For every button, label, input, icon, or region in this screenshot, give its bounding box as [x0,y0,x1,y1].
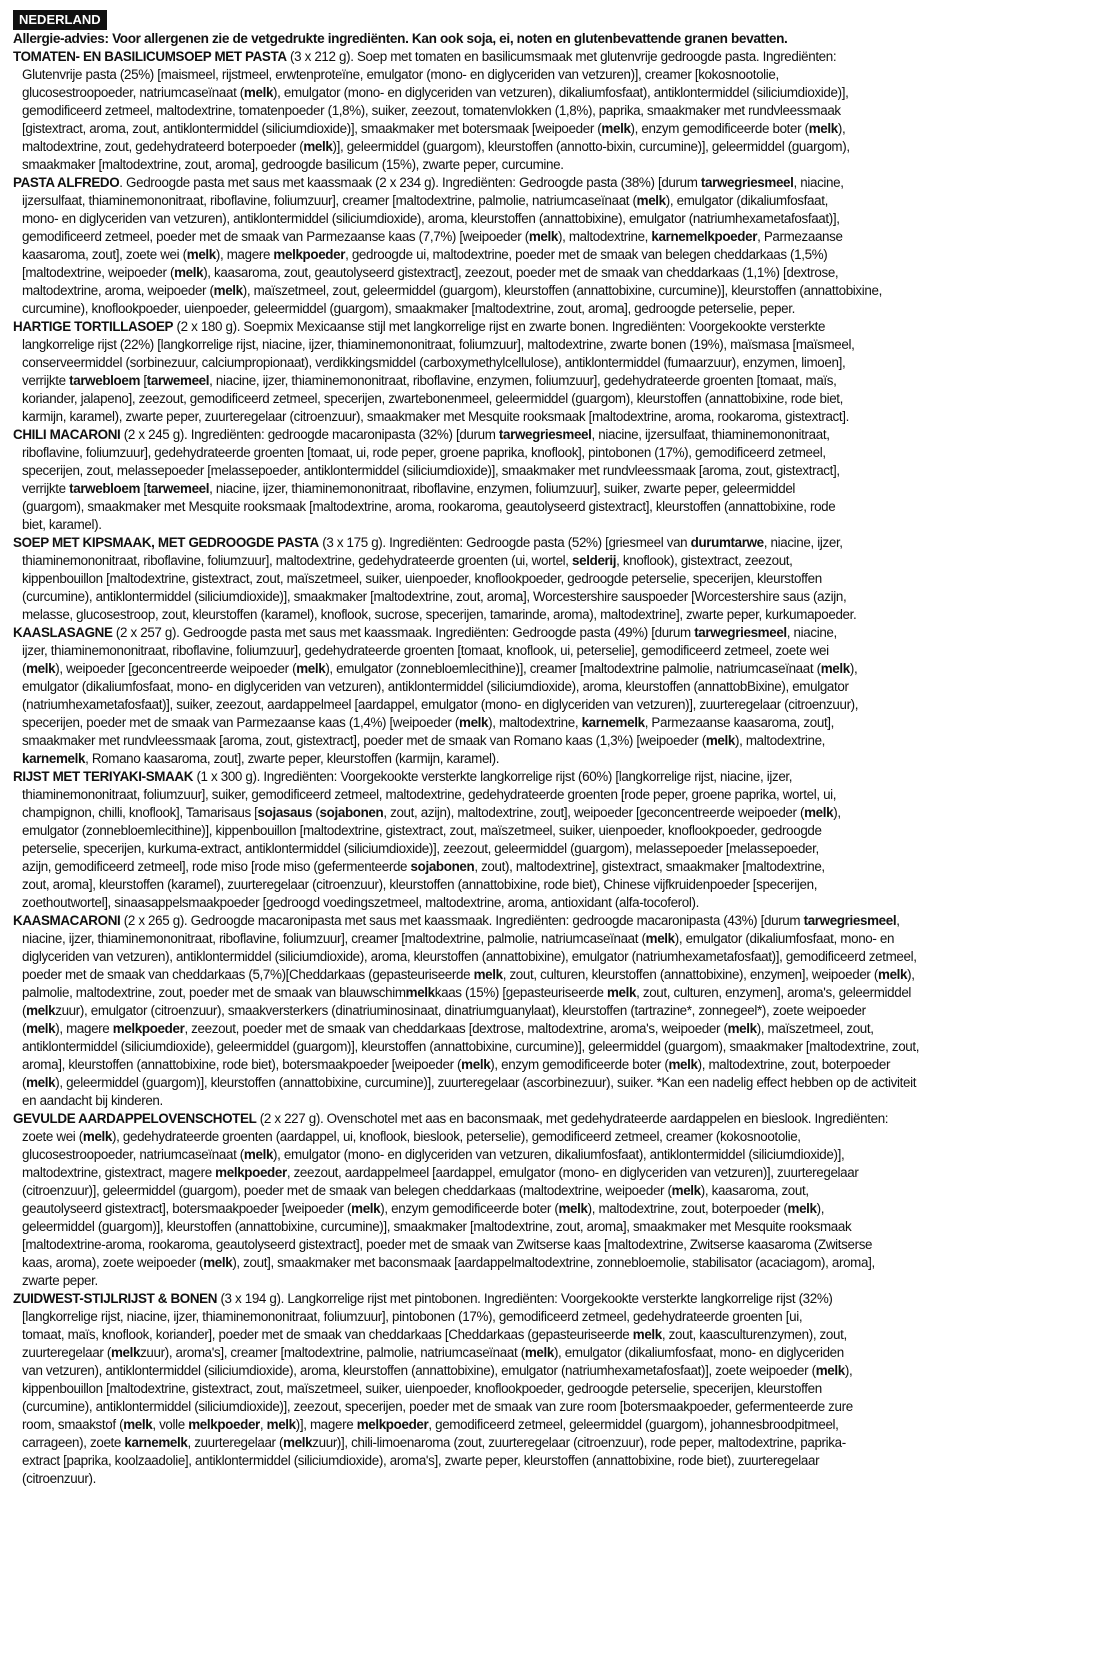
allergen-highlight: karnemelk [124,1435,188,1450]
allergen-highlight: melk [266,1417,296,1432]
ingredient-line: specerijen, poeder met de smaak van Parmezaanse kaas (1,4%) [weipoeder (melk), maltodextrine, karnemelk, Parmezaanse kaasaroma, zout], [22,715,835,730]
allergen-highlight: melkpoeder [112,1021,185,1036]
ingredient-line: specerijen, zout, melassepoeder [melassepoeder, antiklontermiddel (siliciumdioxide)], smaakmaker met rundvleessmaak [aroma, zout, gistextract], [22,463,840,478]
ingredient-line: zoethoutwortel], sinaasappelsmaakpoeder [gedroogd voedingszetmeel, maltodextrine, aroma, antioxidant (alfa-tocoferol). [22,895,699,910]
ingredient-line: zuurteregelaar (melkzuur), aroma's], creamer [maltodextrine, palmolie, natriumcaseïnaat (melk), emulgator (dikaliumfosfaat, mono- en diglyceriden [22,1345,844,1360]
ingredient-line: curcumine), knoflookpoeder, uienpoeder, geleermiddel (guargom), smaakmaker [maltodextrine, zout, aroma], gedroogde peterselie, peper. [22,301,795,316]
ingredient-line: champignon, chilli, knoflook], Tamarisaus [sojasaus (sojabonen, zout, azijn), maltodextrine, zout], weipoeder [geconcentreerde weipoeder (melk), [22,805,841,820]
ingredient-line: geleermiddel (guargom)], kleurstoffen (annattobixine, curcumine)], smaakmaker [maltodextrine, zout, aroma], smaakmaker met Mesquite rooksmaak [22,1219,852,1234]
allergen-highlight: sojabonen [319,805,384,820]
product-entry [13,624,1103,768]
product-first-line: ZUIDWEST-STIJLRIJST & BONEN (3 x 194 g). Langkorrelige rijst met pintobonen. Ingrediënten: Voorgekookte versterkte langkorrelige rijst (32%) [13,1291,833,1306]
product-title: HARTIGE TORTILLASOEP [13,319,174,334]
ingredient-line: peterselie, specerijen, kurkuma-extract, antiklontermiddel (siliciumdioxide)], zeezout, geleermiddel (guargom), melassepoeder [melassepoeder, [22,841,819,856]
allergen-highlight: melk [606,985,637,1000]
allergen-highlight: melk [213,283,243,298]
ingredient-line: [langkorrelige rijst, niacine, ijzer, thiaminemononitraat, foliumzuur], pintobonen (17%), gemodificeerd zetmeel, gedehydrateerde groenten [ui, [22,1309,803,1324]
allergen-highlight: melk [804,805,834,820]
allergen-highlight: melk [243,1147,274,1162]
product-title: SOEP MET KIPSMAAK, MET GEDROOGDE PASTA [13,535,319,550]
product-first-line: SOEP MET KIPSMAAK, MET GEDROOGDE PASTA (3 x 175 g). Ingrediënten: Gedroogde pasta (52%) [griesmeel van durumtarwe, niacine, ijzer, [13,535,843,550]
allergen-highlight: melkpoeder [215,1165,287,1180]
allergen-highlight: tarwebloem [69,373,141,388]
allergen-highlight: karnemelkpoeder [651,229,758,244]
allergen-highlight: melk [632,1327,662,1342]
product-entry [13,912,1103,1110]
ingredient-line: carrageen), zoete karnemelk, zuurteregelaar (melkzuur)], chili-limoenaroma (zout, zuurteregelaar (citroenzuur), rode peper, maltodextrine, paprika- [22,1435,846,1450]
product-first-line: PASTA ALFREDO. Gedroogde pasta met saus met kaassmaak (2 x 234 g). Ingrediënten: Gedroogde pasta (38%) [durum tarwegriesmeel, niacine, [13,175,844,190]
ingredient-line: room, smaakstof (melk, volle melkpoeder, melk)], magere melkpoeder, gemodificeerd zetmeel, geleermiddel (guargom), johannesbroodpitmeel, [22,1417,839,1432]
ingredient-line: ijzer, thiaminemononitraat, riboflavine, foliumzuur], gedehydrateerde groenten [tomaat, knoflook, ui, peterselie], gemodificeerd zetmeel, zoete wei [22,643,829,658]
ingredient-line: poeder met de smaak van cheddarkaas (5,7%)[Cheddarkaas (gepasteuriseerde melk, zout, culturen, kleurstoffen (annattobixine), enzymen], weipoeder (melk), [22,967,915,982]
allergen-highlight: melk [26,1003,56,1018]
allergen-highlight: melk [878,967,908,982]
ingredient-line: (natriumhexametafosfaat)], suiker, zeezout, aardappelmeel [aardappel, emulgator (mono- en diglyceriden van vetzuren)], zuurteregelaar (citroenzuur), [22,697,859,712]
ingredient-line: riboflavine, foliumzuur], gedehydrateerde groenten [tomaat, ui, rode peper, groene paprika, knoflook], pintobonen (17%), gemodificeerd zetmeel, [22,445,826,460]
ingredient-line: kaasaroma, zout], zoete wei (melk), magere melkpoeder, gedroogde ui, maltodextrine, poeder met de smaak van belegen cheddarkaas (1,5%) [22,247,828,262]
allergen-highlight: melk [820,661,850,676]
ingredient-line: langkorrelige rijst (22%) [langkorrelige rijst, niacine, ijzer, thiaminemononitraat, foliumzuur], maltodextrine, zwarte bonen (19%), maïsmasa [maïsmeel, [22,337,855,352]
allergen-highlight: melk [174,265,204,280]
ingredient-line: (melkzuur), emulgator (citroenzuur), smaakversterkers (dinatriuminosinaat, dinatriumguanylaat), kleurstoffen (tartrazine*, zonnegeel*), zoete weipoeder [22,1003,866,1018]
allergen-highlight: melk [459,715,489,730]
product-title: KAASMACARONI [13,913,121,928]
allergen-highlight: tarwegriesmeel [803,913,897,928]
allergen-highlight: selderij [572,553,617,568]
product-entry [13,1110,1103,1290]
ingredient-line: thiaminemononitraat, foliumzuur], suiker, gemodificeerd zetmeel, maltodextrine, gedehydrateerde groenten [rode peper, groene paprika, wortel, ui, [22,787,837,802]
product-entry [13,768,1103,912]
ingredient-line: glucosestroopoeder, natriumcaseïnaat (melk), emulgator (mono- en diglyceriden van vetzuren, dikaliumfosfaat), antiklontermiddel (siliciumdioxide)], [22,1147,845,1162]
allergen-highlight: melkpoeder [188,1417,260,1432]
ingredient-line: verrijkte tarwebloem [tarwemeel, niacine, ijzer, thiaminemononitraat, riboflavine, enzymen, foliumzuur], gedehydrateerde groenten [tomaat, maïs, [22,373,837,388]
allergen-highlight: tarwebloem [69,481,141,496]
product-first-line: HARTIGE TORTILLASOEP (2 x 180 g). Soepmix Mexicaanse stijl met langkorrelige rijst en zwarte bonen. Ingrediënten: Voorgekookte versterkte [13,319,826,334]
allergy-advice: Allergie-advies: Voor allergenen zie de vetgedrukte ingrediënten. Kan ook soja, ei, noten en glutenbevattende granen bevatten. [13,31,788,46]
ingredient-line: smaakmaker met rundvleessmaak [aroma, zout, gistextract], poeder met de smaak van Romano kaas (1,3%) [weipoeder (melk), maltodextrine, [22,733,826,748]
country-badge: NEDERLAND [13,10,107,30]
allergen-highlight: durumtarwe [690,535,764,550]
product-title: GEVULDE AARDAPPELOVENSCHOTEL [13,1111,257,1126]
ingredient-line: (curcumine), antiklontermiddel (siliciumdioxide)], zeezout, specerijen, poeder met de smaak van zure room [botersmaakpoeder, gefermenteerde zure [22,1399,853,1414]
ingredient-line: melasse, glucosestroop, zout, kleurstoffen (karamel), knoflook, sucrose, specerijen, tamarinde, aroma), maltodextrine], zwarte peper, kurkumapoeder. [22,607,857,622]
allergen-highlight: melk [283,1435,313,1450]
ingredient-line: [maltodextrine, weipoeder (melk), kaasaroma, zout, geautolyseerd gistextract], zeezout, poeder met de smaak van cheddarkaas (1,1%) [dextrose, [22,265,839,280]
ingredient-line: zoete wei (melk), gedehydrateerde groenten (aardappel, ui, knoflook, bieslook, peterselie), gemodificeerd zetmeel, creamer (kokosnootolie, [22,1129,801,1144]
allergen-highlight: tarwegriesmeel [498,427,592,442]
product-list [13,48,1103,1488]
allergen-highlight: melk [296,661,326,676]
ingredient-line: gemodificeerd zetmeel, maltodextrine, tomatenpoeder (1,8%), suiker, zeezout, tomatenvlokken (1,8%), paprika, smaakmaker met rundvleessmaak [22,103,841,118]
ingredient-line: ijzersulfaat, thiaminemononitraat, riboflavine, foliumzuur], creamer [maltodextrine, palmolie, natriumcaseïnaat (melk), emulgator (dikaliumfosfaat, [22,193,828,208]
ingredient-line: azijn, gemodificeerd zetmeel], rode miso [rode miso (gefermenteerde sojabonen, zout), maltodextrine], gistextract, smaakmaker [maltodextrine, [22,859,825,874]
product-title: CHILI MACARONI [13,427,121,442]
allergen-highlight: melk [668,1057,698,1072]
ingredient-line: gemodificeerd zetmeel, poeder met de smaak van Parmezaanse kaas (7,7%) [weipoeder (melk), maltodextrine, karnemelkpoeder, Parmezaanse [22,229,843,244]
ingredient-line: (melk), magere melkpoeder, zeezout, poeder met de smaak van cheddarkaas [dextrose, maltodextrine, aroma's, weipoeder (melk), maïszetmeel, zout, [22,1021,874,1036]
product-first-line: CHILI MACARONI (2 x 245 g). Ingrediënten: gedroogde macaronipasta (32%) [durum tarwegriesmeel, niacine, ijzersulfaat, thiaminemononitraat, [13,427,830,442]
product-first-line: RIJST MET TERIYAKI-SMAAK (1 x 300 g). Ingrediënten: Voorgekookte versterkte langkorrelige rijst (60%) [langkorrelige rijst, niacine, ijzer, [13,769,793,784]
allergen-highlight: melk [473,967,503,982]
allergen-highlight: melk [26,661,56,676]
ingredient-line: verrijkte tarwebloem [tarwemeel, niacine, ijzer, thiaminemononitraat, riboflavine, enzymen, foliumzuur], suiker, zwarte peper, geleermiddel [22,481,796,496]
allergen-highlight: melk [110,1345,141,1360]
allergen-highlight: melk [671,1183,701,1198]
allergen-highlight: sojasaus [257,805,313,820]
allergen-highlight: melk [405,985,435,1000]
allergen-highlight: melk [26,1021,56,1036]
product-first-line: KAASLASAGNE (2 x 257 g). Gedroogde pasta met saus met kaassmaak. Ingrediënten: Gedroogde pasta (49%) [durum tarwegriesmeel, niacine, [13,625,837,640]
allergen-highlight: melk [186,247,216,262]
allergen-highlight: melk [787,1201,817,1216]
ingredient-line: [gistextract, aroma, zout, antiklontermiddel (siliciumdioxide)], smaakmaker met botersmaak [weipoeder (melk), enzym gemodificeerde boter (melk), [22,121,846,136]
ingredient-line: aroma], kleurstoffen (annattobixine, rode biet), botersmaakpoeder [weipoeder (melk), enzym gemodificeerde boter (melk), maltodextrine, zout, boterpoeder [22,1057,891,1072]
ingredient-line: maltodextrine, aroma, weipoeder (melk), maïszetmeel, zout, geleermiddel (guargom), kleurstoffen (annattobixine, curcumine)], kleurstoffen (annattobixine, [22,283,882,298]
ingredient-line: zout, aroma], kleurstoffen (karamel), zuurteregelaar (citroenzuur), kleurstoffen (annattobixine, rode biet), Chinese vijfkruidenpoeder [specerijen, [22,877,818,892]
product-title: RIJST MET TERIYAKI-SMAAK [13,769,194,784]
ingredient-line: conserveermiddel (sorbinezuur, calciumpropionaat), verdikkingsmiddel (carboxymethylcellulose), antiklontermiddel (fumaarzuur), enzymen, limoen], [22,355,846,370]
ingredient-line: (citroenzuur)], geleermiddel (guargom), poeder met de smaak van belegen cheddarkaas (maltodextrine, weipoeder (melk), kaasaroma, zout, [22,1183,809,1198]
allergen-highlight: melk [243,85,274,100]
ingredient-line: kippenbouillon [maltodextrine, gistextract, zout, maïszetmeel, suiker, uienpoeder, knoflookpoeder, gedroogde peterselie, specerijen, kleurstoffen [22,571,822,586]
product-first-line: GEVULDE AARDAPPELOVENSCHOTEL (2 x 227 g). Ovenschotel met aas en baconsmaak, met gedehydrateerde aardappelen en bieslook. Ingrediënten: [13,1111,889,1126]
ingredient-line: maltodextrine, gistextract, magere melkpoeder, zeezout, aardappelmeel [aardappel, emulgator (mono- en diglyceriden van vetzuren)], zuurteregelaar [22,1165,859,1180]
product-title: ZUIDWEST-STIJLRIJST & BONEN [13,1291,218,1306]
allergen-highlight: melkpoeder [356,1417,429,1432]
ingredient-line: palmolie, maltodextrine, zout, poeder met de smaak van blauwschimmelkkaas (15%) [gepasteuriseerde melk, zout, culturen, enzymen], aroma's, geleermiddel [22,985,912,1000]
allergen-highlight: melk [26,1075,56,1090]
allergen-highlight: melk [636,193,666,208]
ingredient-line: zwarte peper. [22,1273,98,1288]
allergen-highlight: melk [705,733,735,748]
ingredient-line: smaakmaker [maltodextrine, zout, aroma], gedroogde basilicum (15%), zwarte peper, curcumine. [22,157,564,172]
allergen-highlight: melk [808,121,838,136]
ingredient-line: antiklontermiddel (siliciumdioxide), geleermiddel (guargom)], kleurstoffen (annattobixine, curcumine)], geleermiddel (guargom), smaakmaker [maltodextrine, zout, [22,1039,920,1054]
allergen-highlight: melk [203,1255,233,1270]
allergen-highlight: melk [558,1201,588,1216]
allergen-highlight: melk [815,1363,845,1378]
allergen-highlight: melk [645,931,675,946]
product-entry [13,318,1103,426]
ingredient-line: extract [paprika, koolzaadolie], antiklontermiddel (siliciumdioxide), aroma's], zwarte peper, kleurstoffen (annattobixine, rode biet), zuurteregelaar [22,1453,820,1468]
allergen-highlight: melk [528,229,558,244]
ingredient-line: emulgator (dikaliumfosfaat, mono- en diglyceriden van vetzuren), antiklontermiddel (siliciumdioxide), aroma, kleurstoffen (annattobBixine), emulgator [22,679,849,694]
ingredient-line: Glutenvrije pasta (25%) [maismeel, rijstmeel, erwtenproteïne, emulgator (mono- en diglyceriden van vetzuren)], creamer [kokosnootolie, [22,67,779,82]
allergen-highlight: karnemelk [22,751,86,766]
ingredient-line: kaas, aroma), zoete weipoeder (melk), zout], smaakmaker met baconsmaak [aardappelmaltodextrine, zonnebloemolie, stabilisator (acaciagom), aroma], [22,1255,875,1270]
ingredient-line: karmijn, karamel), zwarte peper, zuurteregelaar (citroenzuur), smaakmaker met Mesquite rooksmaak [maltodextrine, aroma, rookaroma, gistextract]. [22,409,850,424]
allergen-highlight: melk [727,1021,757,1036]
allergen-highlight: melk [82,1129,113,1144]
ingredient-line: geautolyseerd gistextract], botersmaakpoeder [weipoeder (melk), enzym gemodificeerde boter (melk), maltodextrine, zout, boterpoeder (melk), [22,1201,825,1216]
ingredient-line: biet, karamel). [22,517,102,532]
ingredient-line: mono- en diglyceriden van vetzuren), antiklontermiddel (siliciumdioxide), aroma, kleurstoffen (annattobixine), emulgator (natriumhexametafosfaat)], [22,211,840,226]
ingredient-line: thiaminemononitraat, riboflavine, foliumzuur], maltodextrine, gedehydrateerde groenten (ui, wortel, selderij, knoflook), gistextract, zeezout, [22,553,793,568]
allergen-highlight: melk [601,121,631,136]
allergen-highlight: melk [461,1057,491,1072]
product-entry [13,48,1103,174]
ingredient-line: maltodextrine, zout, gedehydrateerd boterpoeder (melk)], geleermiddel (guargom), kleurstoffen (annotto-bixin, curcumine)], geleermiddel (guargom), [22,139,850,154]
allergen-highlight: melk [524,1345,554,1360]
product-entry [13,1290,1103,1488]
product-entry [13,174,1103,318]
ingredient-line: glucosestroopoeder, natriumcaseïnaat (melk), emulgator (mono- en diglyceriden van vetzuren), dikaliumfosfaat), antiklontermiddel (siliciumdioxide)], [22,85,849,100]
allergen-highlight: sojabonen [410,859,475,874]
ingredient-line: (melk), weipoeder [geconcentreerde weipoeder (melk), emulgator (zonnebloemlecithine)], creamer [maltodextrine palmolie, natriumcaseïnaat (melk), [22,661,858,676]
allergen-highlight: tarwemeel [146,373,210,388]
ingredient-line: (guargom), smaakmaker met Mesquite rooksmaak [maltodextrine, aroma, rookaroma, geautolyseerd gistextract], kleurstoffen (annattobixine, rode [22,499,836,514]
product-title: TOMATEN- EN BASILICUMSOEP MET PASTA [13,49,287,64]
ingredient-line: kippenbouillon [maltodextrine, gistextract, zout, maïszetmeel, suiker, uienpoeder, knoflookpoeder, gedroogde peterselie, specerijen, kleurstoffen [22,1381,822,1396]
product-entry [13,426,1103,534]
allergen-highlight: karnemelk [581,715,645,730]
allergen-highlight: melk [123,1417,153,1432]
ingredient-line: en aandacht bij kinderen. [22,1093,163,1108]
allergen-highlight: tarwegriesmeel [700,175,794,190]
product-title: KAASLASAGNE [13,625,113,640]
ingredient-line: (curcumine), antiklontermiddel (siliciumdioxide)], smaakmaker [maltodextrine, zout, aroma], Worcestershire sauspoeder [Worcestershire saus (azijn, [22,589,847,604]
ingredient-line: van vetzuren), antiklontermiddel (siliciumdioxide), aroma, kleurstoffen (annattobixine), emulgator (natriumhexametafosfaat)], zoete weipoeder (melk), [22,1363,853,1378]
allergen-highlight: tarwegriesmeel [694,625,787,640]
product-first-line: KAASMACARONI (2 x 265 g). Gedroogde macaronipasta met saus met kaassmaak. Ingrediënten: gedroogde macaronipasta (43%) [durum tarwegriesmeel, [13,913,900,928]
ingredient-line: karnemelk, Romano kaasaroma, zout], zwarte peper, kleurstoffen (karmijn, karamel). [22,751,500,766]
product-first-line: TOMATEN- EN BASILICUMSOEP MET PASTA (3 x 212 g). Soep met tomaten en basilicumsmaak met glutenvrije gedroogde pasta. Ingrediënten: [13,49,837,64]
product-title: PASTA ALFREDO [13,175,120,190]
allergen-highlight: melk [303,139,333,154]
ingredient-line: diglyceriden van vetzuren), antiklontermiddel (siliciumdioxide), aroma, kleurstoffen (annattobixine), emulgator (natriumhexametafosfaat)], gemodificeerd zetmeel, [22,949,917,964]
allergen-highlight: tarwemeel [146,481,210,496]
allergen-highlight: melkpoeder [273,247,346,262]
ingredient-line: (melk), geleermiddel (guargom)], kleurstoffen (annattobixine, curcumine)], zuurteregelaar (ascorbinezuur), suiker. *Kan een nadelig effect hebben op de activiteit [22,1075,917,1090]
allergen-highlight: melk [351,1201,381,1216]
product-entry [13,534,1103,624]
ingredient-line: koriander, jalapeno], zeezout, gemodificeerd zetmeel, specerijen, zwartebonenmeel, geleermiddel (guargom), kleurstoffen (annattobixine, rode biet, [22,391,844,406]
ingredient-line: [maltodextrine-aroma, rookaroma, geautolyseerd gistextract], poeder met de smaak van Zwitserse kaas [maltodextrine, Zwitserse kaasaroma (Zwitserse [22,1237,873,1252]
ingredient-line: emulgator (zonnebloemlecithine)], kippenbouillon [maltodextrine, gistextract, zout, maïszetmeel, suiker, uienpoeder, knoflookpoeder, gedroogde [22,823,822,838]
ingredient-line: tomaat, maïs, knoflook, koriander], poeder met de smaak van cheddarkaas [Cheddarkaas (gepasteuriseerde melk, zout, kaasculturenzymen), zout, [22,1327,847,1342]
ingredient-line: niacine, ijzer, thiaminemononitraat, riboflavine, foliumzuur], creamer [maltodextrine, palmolie, natriumcaseïnaat (melk), emulgator (dikaliumfosfaat, mono- en [22,931,895,946]
ingredient-line: (citroenzuur). [22,1471,96,1486]
